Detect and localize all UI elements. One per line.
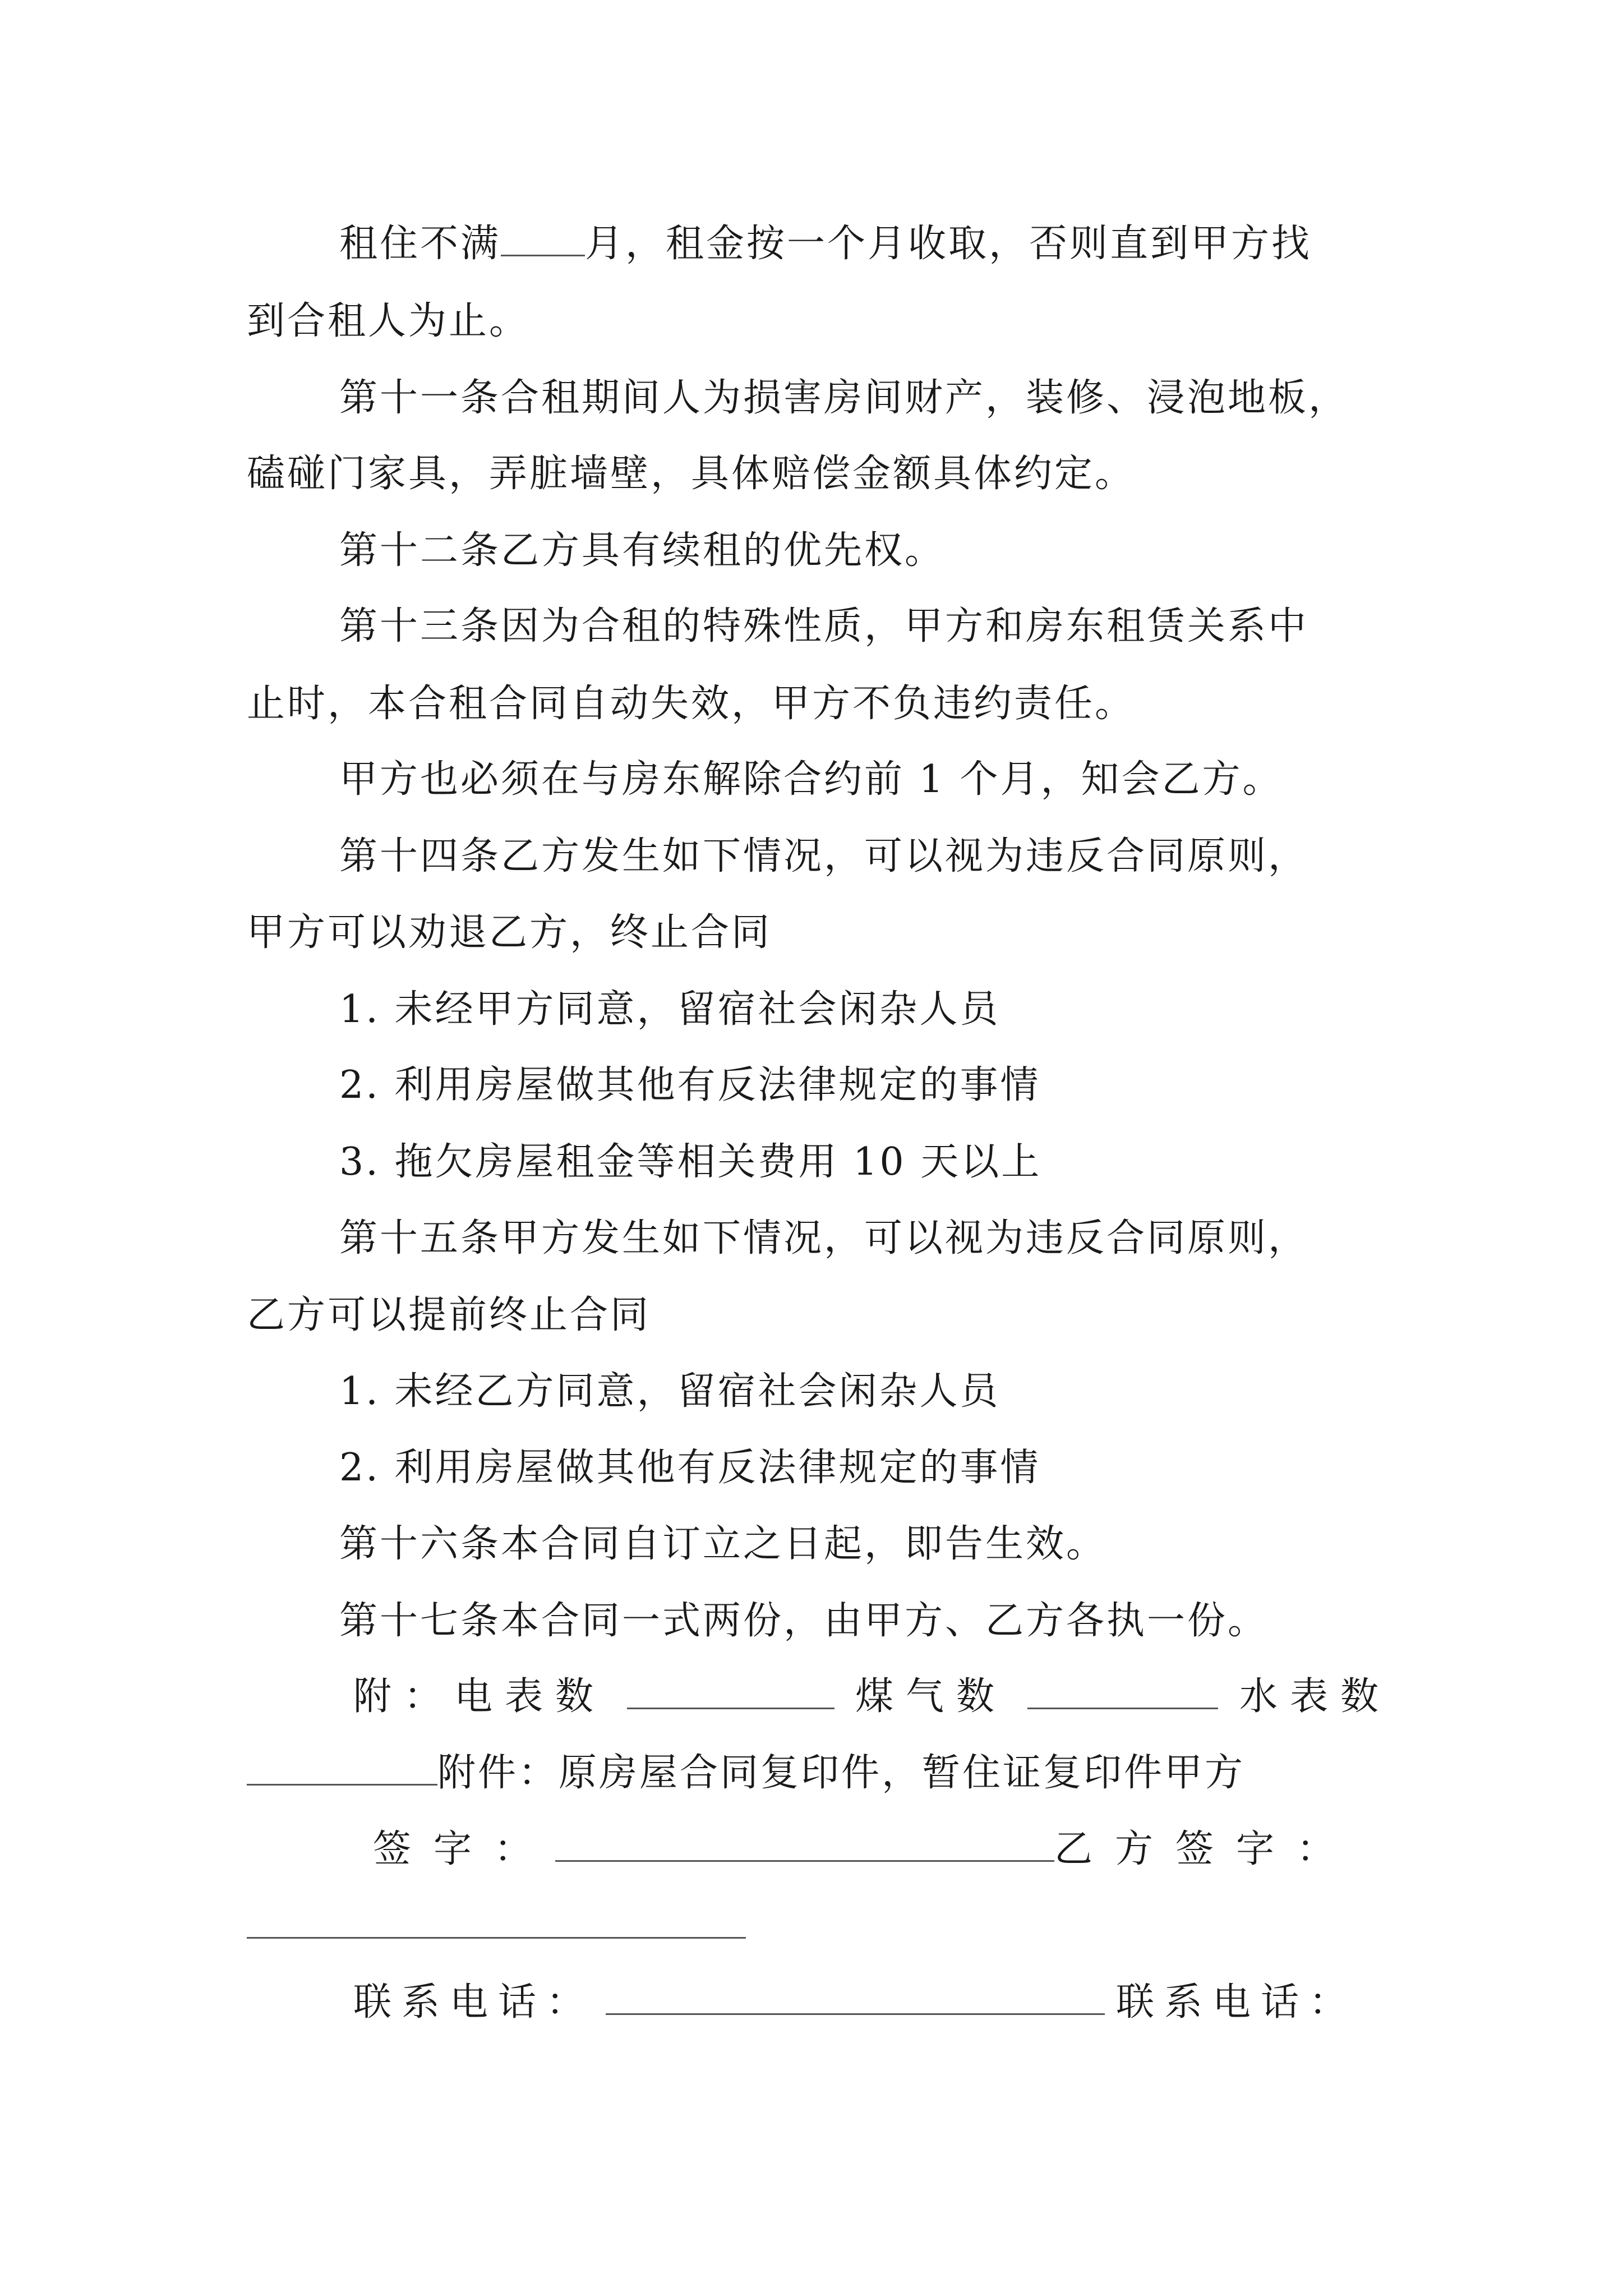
paragraph-line: 第十二条乙方具有续租的优先权。 — [339, 528, 946, 573]
water-meter-blank — [247, 1751, 437, 1786]
paragraph-line: 乙方可以提前终止合同 — [247, 1293, 651, 1337]
party-a-sign-blank — [555, 1828, 1054, 1862]
signature-line — [373, 1824, 1357, 1875]
electric-meter-label: 附：电表数 — [353, 1674, 606, 1719]
party-b-sign-label: 乙方签字： — [1054, 1827, 1357, 1871]
text-segment: 月，租金按一个月收取，否则直到甲方找 — [585, 222, 1312, 266]
paragraph-line: 第十四条乙方发生如下情况，可以视为违反合同原则， — [339, 834, 1309, 878]
text-segment: 租住不满 — [339, 222, 501, 266]
list-item: 2. 利用房屋做其他有反法律规定的事情 — [339, 1063, 1041, 1107]
paragraph-line: 第十一条合租期间人为损害房间财产，装修、浸泡地板， — [339, 376, 1349, 420]
list-item: 2. 利用房屋做其他有反法律规定的事情 — [339, 1446, 1041, 1490]
electric-meter-blank — [627, 1675, 834, 1709]
paragraph-line: 甲方可以劝退乙方，终止合同 — [247, 910, 772, 955]
attachment-line — [353, 1672, 1391, 1722]
party-b-sign-blank — [247, 1937, 746, 1939]
party-a-phone-blank — [606, 1981, 1105, 2015]
attachment-text: 附件：原房屋合同复印件，暂住证复印件甲方 — [437, 1751, 1246, 1795]
paragraph-line: 第十五条甲方发生如下情况，可以视为违反合同原则， — [339, 1216, 1309, 1260]
paragraph-line — [247, 219, 1391, 269]
paragraph-line: 甲方也必须在与房东解除合约前 1 个月，知会乙方。 — [339, 757, 1283, 802]
blank-field — [501, 222, 585, 256]
attachment-line — [247, 1748, 1391, 1798]
phone-line — [353, 1977, 1357, 2028]
gas-meter-label: 煤气数 — [855, 1674, 1007, 1719]
list-item: 1. 未经乙方同意，留宿社会闲杂人员 — [339, 1369, 1000, 1414]
paragraph-line: 第十七条本合同一式两份，由甲方、乙方各执一份。 — [339, 1599, 1269, 1643]
water-meter-label: 水表数 — [1239, 1674, 1391, 1719]
party-b-phone-label: 联系电话： — [1115, 1980, 1357, 2024]
gas-meter-blank — [1027, 1675, 1218, 1709]
party-a-phone-label: 联系电话： — [353, 1980, 595, 2024]
list-item: 1. 未经甲方同意，留宿社会闲杂人员 — [339, 987, 1000, 1032]
paragraph-line: 第十六条本合同自订立之日起，即告生效。 — [339, 1522, 1107, 1566]
paragraph-line: 到合租人为止。 — [247, 299, 530, 343]
list-item: 3. 拖欠房屋租金等相关费用 10 天以上 — [339, 1140, 1042, 1184]
party-a-sign-label: 签字： — [373, 1827, 555, 1871]
paragraph-line: 止时，本合租合同自动失效，甲方不负违约责任。 — [247, 682, 1136, 726]
paragraph-line: 磕碰门家具，弄脏墙壁，具体赔偿金额具体约定。 — [247, 452, 1136, 496]
paragraph-line: 第十三条因为合租的特殊性质，甲方和房东租赁关系中 — [339, 604, 1309, 648]
